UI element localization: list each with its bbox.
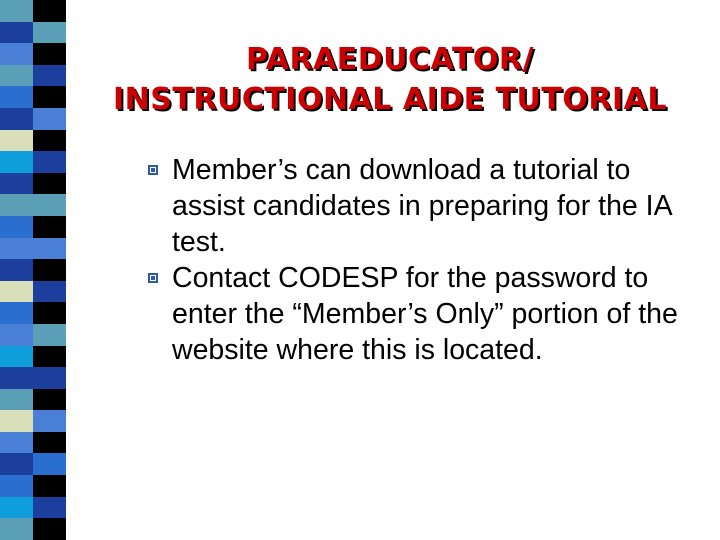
stripe-block bbox=[0, 302, 66, 324]
bullet-item-contact-codesp bbox=[145, 260, 700, 368]
stripe-block bbox=[0, 389, 66, 411]
square-bullet-icon bbox=[148, 165, 158, 175]
stripe-block bbox=[0, 497, 66, 519]
bullet-text: Member’s can download a tutorial to assist candidates in preparing for the IA test. bbox=[172, 154, 672, 258]
stripe-block bbox=[0, 0, 66, 22]
stripe-block bbox=[0, 43, 66, 65]
bullet-text: Contact CODESP for the password to enter the “Member’s Only” portion of the website where this is located. bbox=[172, 262, 678, 366]
bullet-item-download-tutorial bbox=[145, 152, 700, 260]
stripe-block bbox=[0, 173, 66, 195]
stripe-block bbox=[0, 22, 66, 44]
stripe-block bbox=[0, 432, 66, 454]
slide-title bbox=[90, 40, 690, 120]
title-line-1: PARAEDUCATOR/ bbox=[246, 42, 534, 77]
stripe-block bbox=[0, 108, 66, 130]
square-bullet-icon bbox=[148, 273, 158, 283]
stripe-block bbox=[0, 453, 66, 475]
bullet-list bbox=[145, 152, 700, 368]
stripe-block bbox=[0, 259, 66, 281]
stripe-block bbox=[0, 281, 66, 303]
stripe-block bbox=[0, 238, 66, 260]
stripe-block bbox=[0, 216, 66, 238]
stripe-block bbox=[0, 346, 66, 368]
title-line-2: INSTRUCTIONAL AIDE TUTORIAL bbox=[113, 82, 667, 117]
stripe-block bbox=[0, 151, 66, 173]
decorative-side-stripe bbox=[0, 0, 66, 540]
stripe-block bbox=[0, 475, 66, 497]
stripe-block bbox=[0, 65, 66, 87]
stripe-block bbox=[0, 367, 66, 389]
stripe-block bbox=[0, 324, 66, 346]
stripe-block bbox=[0, 518, 66, 540]
stripe-block bbox=[0, 86, 66, 108]
stripe-block bbox=[0, 130, 66, 152]
stripe-block bbox=[0, 194, 66, 216]
stripe-block bbox=[0, 410, 66, 432]
